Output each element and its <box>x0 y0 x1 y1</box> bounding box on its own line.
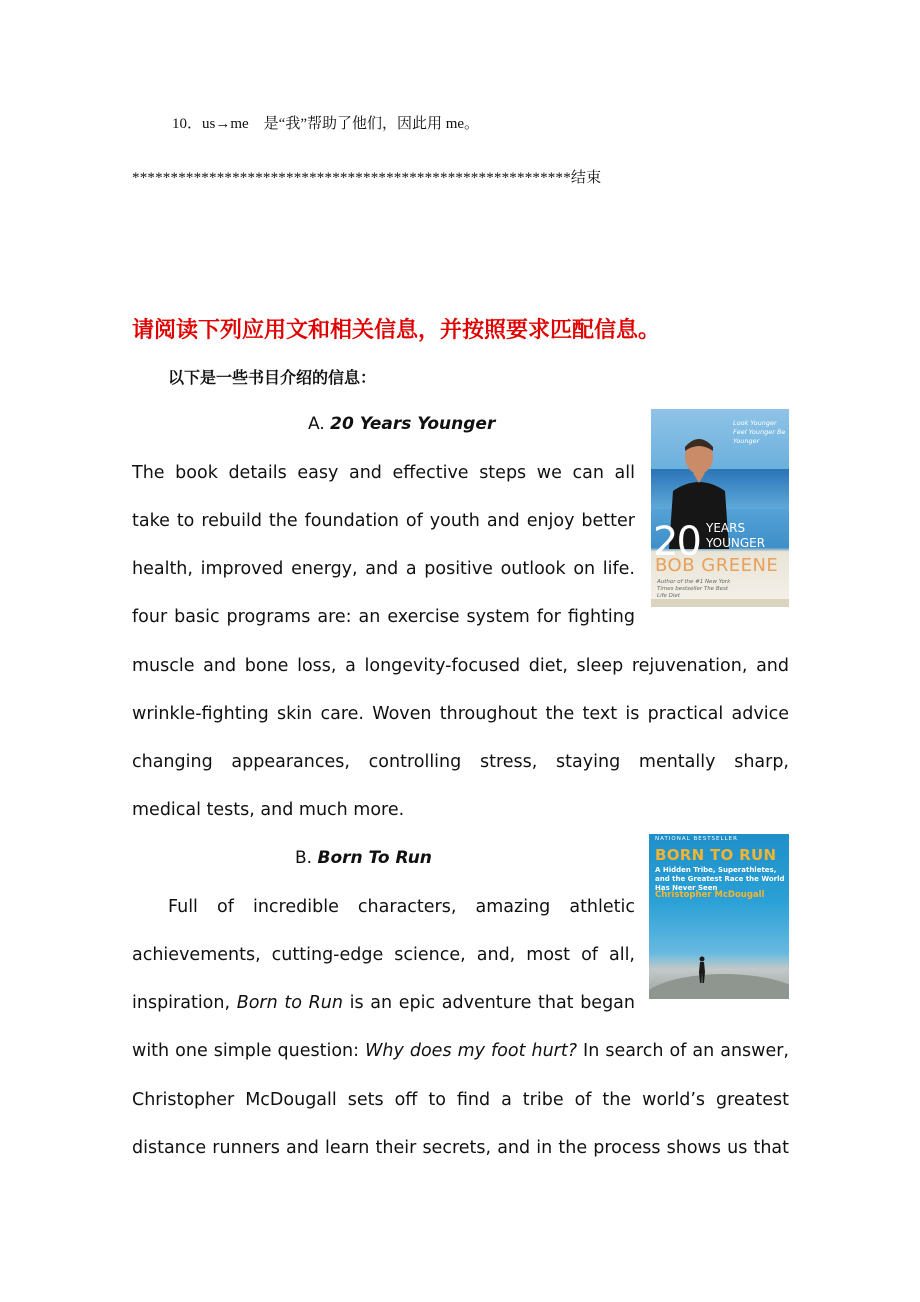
cover-runner-image <box>697 956 707 984</box>
book-b-line-3: inspiration, Born to Run is an epic adventure that began <box>132 993 635 1013</box>
cover-b-subtitle: A Hidden Tribe, Superathletes, and the Greatest Race the World Has Never Seen <box>655 866 785 892</box>
cover-a-years: YEARS YOUNGER <box>706 521 766 550</box>
book-a-line-7: changing appearances, controlling stress, staying mentally sharp, <box>132 752 789 772</box>
book-a-title <box>308 414 495 434</box>
book-b-line-5: Christopher McDougall sets off to find a tribe of the world’s greatest <box>132 1090 789 1110</box>
book-a-line-2: take to rebuild the foundation of youth and enjoy better <box>132 511 635 531</box>
book-b-title-text: Born To Run <box>317 848 432 868</box>
cover-a-tagline: Look Younger Feel Younger Be Younger <box>733 419 786 445</box>
cover-a-number: 20 <box>653 519 700 565</box>
book-a-letter: A. <box>308 414 325 434</box>
cover-a-author: BOB GREENE <box>655 555 779 576</box>
cover-b-author: Christopher McDougall <box>655 890 765 900</box>
cover-b-title: BORN TO RUN <box>655 846 777 864</box>
book-b-cover <box>649 834 789 999</box>
book-b-line-4: with one simple question: Why does my foot hurt? In search of an answer, <box>132 1041 789 1061</box>
book-a-line-6: wrinkle-fighting skin care. Woven throughout the text is practical advice <box>132 704 789 724</box>
book-a-line-1: The book details easy and effective steps we can all <box>132 463 635 483</box>
section-heading: 请阅读下列应用文和相关信息，并按照要求匹配信息。 <box>132 318 661 343</box>
answer-note: 10．us→me 是“我”帮助了他们，因此用 me。 <box>172 116 480 132</box>
cover-b-badge: NATIONAL BESTSELLER <box>655 836 738 842</box>
book-a-cover <box>651 409 789 607</box>
book-b-inline-title: Born to Run <box>236 993 343 1013</box>
book-a-line-8: medical tests, and much more. <box>132 800 405 820</box>
book-a-line-4: four basic programs are: an exercise system for fighting <box>132 607 635 627</box>
intro-text: 以下是一些书目介绍的信息： <box>168 368 377 387</box>
book-a-line-3: health, improved energy, and a positive outlook on life. <box>132 559 635 579</box>
book-b-line-1: Full of incredible characters, amazing athletic <box>168 897 635 917</box>
book-b-line-6: distance runners and learn their secrets, and in the process shows us that <box>132 1138 789 1158</box>
book-b-title <box>295 848 432 868</box>
section-separator: *********************************************************结束 <box>132 170 602 186</box>
book-b-inline-question: Why does my foot hurt? <box>365 1041 578 1061</box>
cover-a-subline: Author of the #1 New York Times bestseller The Best Life Diet <box>657 579 731 599</box>
book-a-line-5: muscle and bone loss, a longevity-focused diet, sleep rejuvenation, and <box>132 656 789 676</box>
book-b-letter: B. <box>295 848 313 868</box>
book-b-line-2: achievements, cutting-edge science, and, most of all, <box>132 945 635 965</box>
book-a-title-text: 20 Years Younger <box>330 414 496 434</box>
